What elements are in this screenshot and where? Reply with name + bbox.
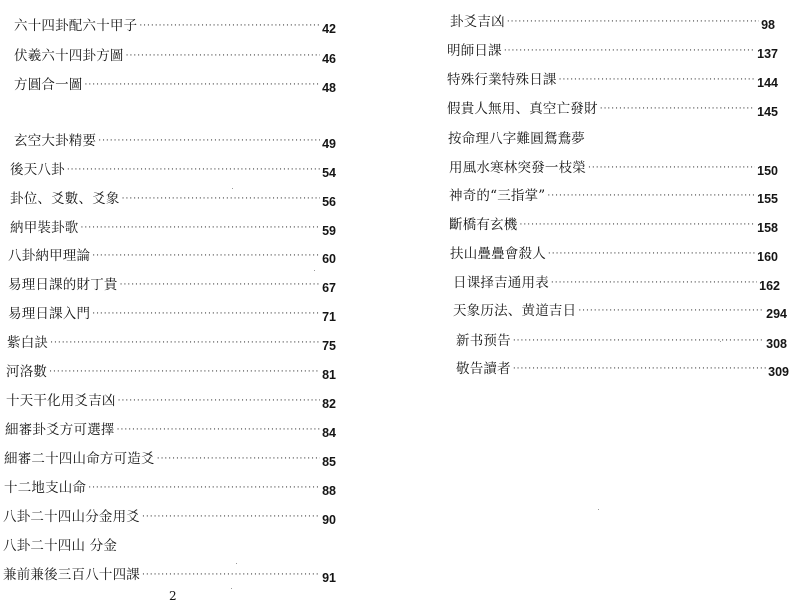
toc-entry <box>3 533 336 555</box>
dot-leader <box>504 44 755 58</box>
toc-entry-page: 59 <box>322 224 336 238</box>
toc-entry <box>447 38 778 60</box>
toc-entry <box>7 330 336 352</box>
toc-entry <box>14 72 336 94</box>
toc-entry-page: 294 <box>766 307 787 321</box>
toc-entry-page: 49 <box>322 137 336 151</box>
dot-leader <box>92 307 320 321</box>
dot-leader <box>578 304 764 318</box>
dot-leader <box>588 161 755 175</box>
toc-entry-title: 細審卦爻方可選擇 <box>5 422 115 438</box>
toc-entry-page: 162 <box>759 279 780 293</box>
dot-leader <box>507 15 759 29</box>
toc-entry-title: 紫白訣 <box>7 335 49 351</box>
toc-entry-page: 158 <box>757 221 778 235</box>
toc-entry-page: 145 <box>757 105 778 119</box>
scan-speck <box>598 509 599 510</box>
toc-entry-title: 用風水寒林突發一枝榮 <box>449 160 586 176</box>
toc-entry-title: 八卦二十四山 分金 <box>3 538 118 554</box>
dot-leader <box>559 73 756 87</box>
dot-leader <box>85 78 321 92</box>
toc-entry-title: 按命理八字難圓鴛鴦夢 <box>448 131 585 147</box>
toc-entry-title: 特殊行業特殊日課 <box>447 72 557 88</box>
toc-entry-page: 81 <box>322 368 336 382</box>
toc-entry-title: 易理日課入門 <box>8 306 91 322</box>
dot-leader <box>98 134 320 148</box>
dot-leader <box>513 362 766 376</box>
toc-entry <box>5 417 336 439</box>
toc-entry <box>448 126 779 148</box>
toc-entry <box>450 241 778 263</box>
dot-leader <box>547 189 755 203</box>
dot-leader <box>88 481 320 495</box>
toc-entry-page: 150 <box>757 164 778 178</box>
toc-entry <box>456 328 787 350</box>
toc-entry-title: 方圓合一圖 <box>14 77 83 93</box>
toc-entry <box>453 270 780 292</box>
toc-entry <box>14 128 336 150</box>
toc-entry <box>447 67 778 89</box>
toc-entry-page: 85 <box>322 455 336 469</box>
toc-entry-page: 67 <box>322 281 336 295</box>
toc-entry-title: 河洛數 <box>6 364 48 380</box>
toc-entry-page: 60 <box>322 252 336 266</box>
toc-entry-title: 納甲裝卦歌 <box>10 220 79 236</box>
dot-leader <box>118 394 320 408</box>
toc-entry <box>447 96 778 118</box>
toc-entry <box>8 272 336 294</box>
dot-leader <box>120 278 320 292</box>
toc-entry-title: 玄空大卦精要 <box>14 133 97 149</box>
toc-entry-title: 伏羲六十四卦方圖 <box>14 48 124 64</box>
toc-entry-page: 82 <box>322 397 336 411</box>
toc-entry-title: 十天干化用爻吉凶 <box>6 393 116 409</box>
toc-entry-page: 46 <box>322 52 336 66</box>
toc-entry-page: 75 <box>322 339 336 353</box>
scan-speck <box>231 588 232 589</box>
toc-entry-page: 309 <box>768 365 789 379</box>
toc-entry <box>449 212 778 234</box>
toc-entry-title: 卦爻吉凶 <box>450 14 505 30</box>
toc-entry-page: 137 <box>757 47 778 61</box>
toc-entry <box>3 562 336 584</box>
toc-entry-page: 144 <box>757 76 778 90</box>
toc-entry-title: 八卦二十四山分金用爻 <box>3 509 140 525</box>
dot-leader <box>122 192 320 206</box>
dot-leader <box>117 423 320 437</box>
toc-entry-title: 六十四卦配六十甲子 <box>14 18 138 34</box>
dot-leader <box>67 163 320 177</box>
toc-entry <box>4 475 336 497</box>
dot-leader <box>139 19 320 33</box>
toc-entry-title: 兼前兼後三百八十四課 <box>3 567 140 583</box>
dot-leader <box>513 334 764 348</box>
toc-entry-title: 八卦納甲理論 <box>8 248 91 264</box>
toc-entry-page: 90 <box>322 513 336 527</box>
toc-entry-title: 新书预告 <box>456 333 511 349</box>
toc-entry-page: 91 <box>322 571 336 585</box>
toc-entry <box>10 215 336 237</box>
toc-entry-page: 88 <box>322 484 336 498</box>
scan-speck <box>236 563 237 564</box>
dot-leader <box>92 249 320 263</box>
toc-entry-title: 易理日課的財丁貴 <box>8 277 118 293</box>
toc-entry-page: 56 <box>322 195 336 209</box>
dot-leader <box>49 365 320 379</box>
scan-speck <box>232 188 233 189</box>
scan-speck <box>720 341 721 342</box>
toc-entry-page: 48 <box>322 81 336 95</box>
toc-entry-title: 假貴人無用、真空亡發財 <box>447 101 598 117</box>
toc-entry <box>449 155 778 177</box>
page-number: 2 <box>169 589 177 603</box>
dot-leader <box>600 102 755 116</box>
toc-entry <box>449 183 778 205</box>
toc-entry-title: 神奇的“三指掌” <box>449 188 546 204</box>
toc-entry <box>10 186 336 208</box>
toc-entry <box>4 446 336 468</box>
toc-entry <box>456 356 789 378</box>
toc-entry-title: 明師日課 <box>447 43 502 59</box>
toc-entry-page: 308 <box>766 337 787 351</box>
toc-entry <box>6 388 336 410</box>
toc-entry-title: 扶山疊疊會殺人 <box>450 246 546 262</box>
toc-entry-title: 十二地支山命 <box>4 480 87 496</box>
toc-entry <box>450 9 775 31</box>
scan-speck <box>314 270 315 271</box>
dot-leader <box>548 247 755 261</box>
toc-entry <box>14 13 336 35</box>
toc-entry-page: 42 <box>322 22 336 36</box>
dot-leader <box>126 49 320 63</box>
toc-entry-page: 98 <box>761 18 775 32</box>
dot-leader <box>142 510 320 524</box>
toc-entry-title: 細審二十四山命方可造爻 <box>4 451 155 467</box>
dot-leader <box>520 218 756 232</box>
toc-entry-page: 84 <box>322 426 336 440</box>
dot-leader <box>142 568 320 582</box>
toc-entry <box>453 298 787 320</box>
toc-entry-title: 卦位、爻數、爻象 <box>10 191 120 207</box>
dot-leader <box>551 276 757 290</box>
toc-entry-title: 後天八卦 <box>10 162 65 178</box>
toc-entry <box>6 359 336 381</box>
toc-entry-title: 日课择吉通用表 <box>453 275 549 291</box>
toc-entry-title: 敬告讀者 <box>456 361 511 377</box>
toc-entry <box>3 504 336 526</box>
toc-entry <box>14 43 336 65</box>
toc-entry <box>10 157 336 179</box>
dot-leader <box>50 336 320 350</box>
toc-entry <box>8 301 336 323</box>
toc-entry-page: 155 <box>757 192 778 206</box>
toc-entry-title: 斷橋有玄機 <box>449 217 518 233</box>
dot-leader <box>81 221 321 235</box>
toc-entry-page: 160 <box>757 250 778 264</box>
toc-entry-title: 天象历法、黄道吉日 <box>453 303 577 319</box>
toc-entry <box>8 243 336 265</box>
toc-entry-page: 54 <box>322 166 336 180</box>
toc-entry-page: 71 <box>322 310 336 324</box>
dot-leader <box>157 452 320 466</box>
